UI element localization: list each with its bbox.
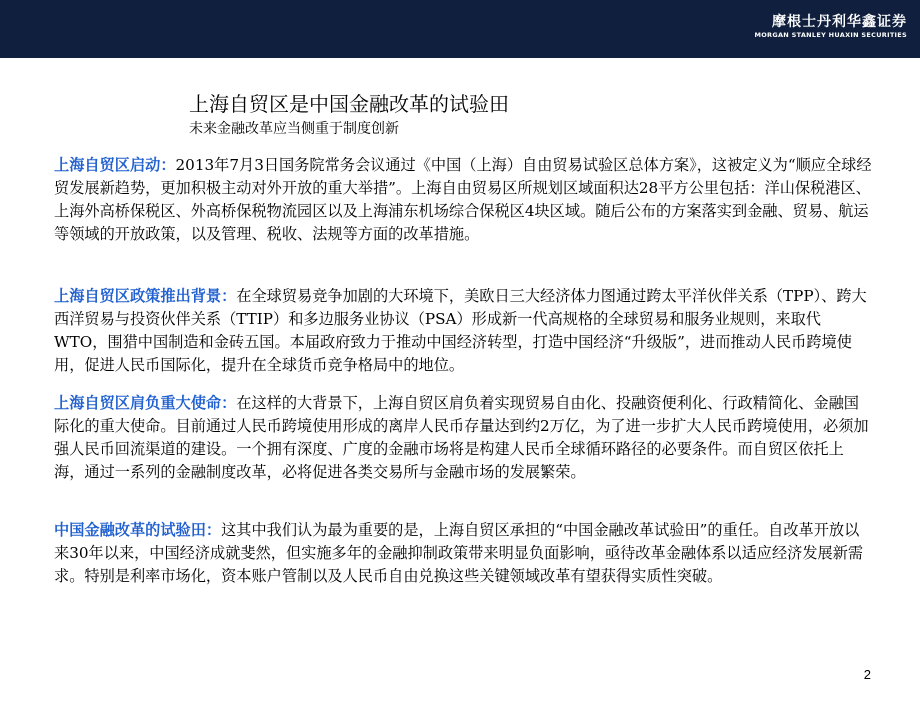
paragraph-lead: 上海自贸区政策推出背景： [54,287,237,305]
slide-title: 上海自贸区是中国金融改革的试验田 [189,92,509,116]
paragraph-lead: 上海自贸区启动： [54,156,176,174]
slide-subtitle: 未来金融改革应当侧重于制度创新 [189,121,399,137]
paragraph-text: 这其中我们认为最为重要的是，上海自贸区承担的“中国金融改革试验田”的重任。自改革开放以来30年以来，中国经济成就斐然，但实施多年的金融抑制政策带来明显负面影响，亟待改革金融体系以适应经济发展新需求。特别是利率市场化，资本账户管制以及人民币自由兑换这些关键领域改革有望获得实质性突破。 [54,521,864,585]
paragraph-text: 2013年7月3日国务院常务会议通过《中国（上海）自由贸易试验区总体方案》，这被定义为“顺应全球经贸发展新趋势，更加积极主动对外开放的重大举措”。上海自由贸易区所规划区域面积达28平方公里包括：洋山保税港区、上海外高桥保税区、外高桥保税物流园区以及上海浦东机场综合保税区4块区域。随后公布的方案落实到金融、贸易、航运等领域的开放政策，以及管理、税收、法规等方面的改革措施。 [54,156,872,243]
paragraph-background [54,285,874,377]
paragraph-lead: 中国金融改革的试验田： [54,521,222,539]
paragraph-text: 在全球贸易竞争加剧的大环境下，美欧日三大经济体力图通过跨太平洋伙伴关系（TPP）、跨大西洋贸易与投资伙伴关系（TTIP）和多边服务业协议（PSA）形成新一代高规格的全球贸易和服务业规则，来取代WTO，围猎中国制造和金砖五国。本届政府致力于推动中国经济转型，打造中国经济“升级版”，进而推动人民币跨境使用，促进人民币国际化，提升在全球货币竞争格局中的地位。 [54,287,867,374]
brand-name-cn: 摩根士丹利华鑫证券 [772,14,907,30]
paragraph-pilot [54,519,874,588]
header-bar [0,0,920,58]
paragraph-launch [54,154,874,246]
paragraph-lead: 上海自贸区肩负重大使命： [54,394,237,412]
paragraph-text: 在这样的大背景下，上海自贸区肩负着实现贸易自由化、投融资便利化、行政精简化、金融国际化的重大使命。目前通过人民币跨境使用形成的离岸人民币存量达到约2万亿，为了进一步扩大人民币跨境使用，必须加强人民币回流渠道的建设。一个拥有深度、广度的金融市场将是构建人民币全球循环路径的必要条件。而自贸区依托上海，通过一系列的金融制度改革，必将促进各类交易所与金融市场的发展繁荣。 [54,394,869,481]
page-number: 2 [863,667,871,682]
brand-name-en: MORGAN STANLEY HUAXIN SECURITIES [754,31,907,39]
paragraph-mission [54,392,874,484]
